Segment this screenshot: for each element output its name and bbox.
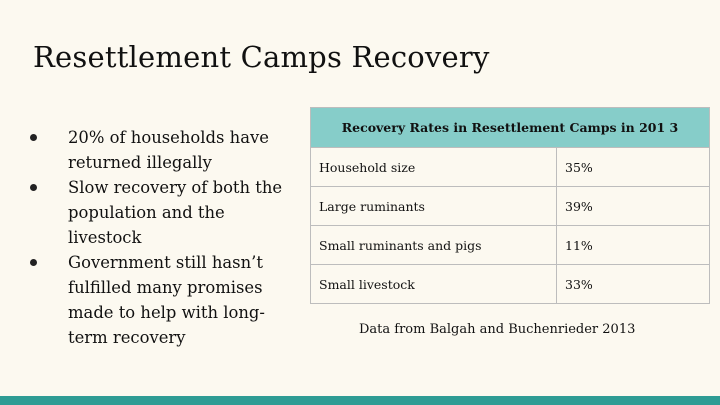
bullet-dot-icon (30, 134, 37, 141)
bullet-text: 20% of households have returned illegally (68, 128, 269, 172)
row-value: 11% (557, 226, 710, 265)
row-label: Household size (311, 148, 557, 187)
table-row (311, 148, 710, 187)
row-value: 33% (557, 265, 710, 304)
slide-title: Resettlement Camps Recovery (33, 40, 490, 74)
bullet-item (30, 125, 295, 175)
recovery-table-container (310, 107, 710, 304)
bullet-dot-icon (30, 259, 37, 266)
row-value: 35% (557, 148, 710, 187)
source-caption: Data from Balgah and Buchenrieder 2013 (359, 322, 636, 337)
row-label: Large ruminants (311, 187, 557, 226)
row-value: 39% (557, 187, 710, 226)
bullet-dot-icon (30, 184, 37, 191)
table-row (311, 187, 710, 226)
table-header: Recovery Rates in Resettlement Camps in 201 3 (311, 108, 710, 148)
row-label: Small ruminants and pigs (311, 226, 557, 265)
bullet-list (30, 125, 295, 350)
bullet-text: Slow recovery of both the population and the livestock (68, 178, 283, 247)
bullet-text: Government still hasn’t fulfilled many promises made to help with long-term recovery (68, 253, 265, 347)
row-label: Small livestock (311, 265, 557, 304)
table-row (311, 265, 710, 304)
bullet-item (30, 175, 295, 250)
bottom-accent-bar (0, 396, 720, 405)
bullet-item (30, 250, 295, 350)
table-row (311, 226, 710, 265)
recovery-rates-table (310, 107, 710, 304)
